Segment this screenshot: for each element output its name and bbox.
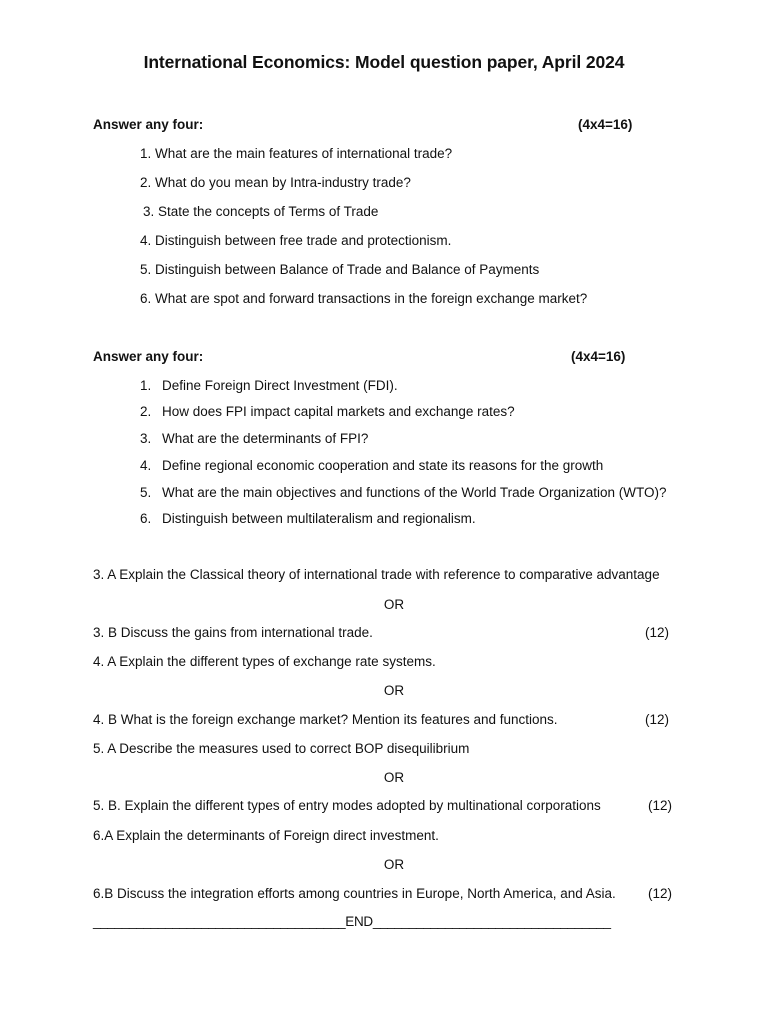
section2-question-4 xyxy=(140,458,603,473)
section1-heading: Answer any four: xyxy=(93,117,204,132)
question-number: 5. xyxy=(140,485,152,500)
question-6b-marks: (12) xyxy=(648,886,673,901)
question-number: 2. xyxy=(140,404,152,419)
section1-question-3: 3. State the concepts of Terms of Trade xyxy=(143,204,379,219)
question-text: What are the main objectives and functions of the World Trade Organization (WTO)? xyxy=(162,485,667,500)
question-3b: 3. B Discuss the gains from international trade. xyxy=(93,625,373,640)
question-3b-marks: (12) xyxy=(645,625,670,640)
question-text: What are the determinants of FPI? xyxy=(162,431,369,446)
question-6a: 6.A Explain the determinants of Foreign direct investment. xyxy=(93,828,439,843)
section2-question-6 xyxy=(140,511,476,526)
or-divider: OR xyxy=(383,770,405,785)
section2-question-5 xyxy=(140,485,667,500)
question-5a: 5. A Describe the measures used to correct BOP disequilibrium xyxy=(93,741,470,756)
section2-question-3 xyxy=(140,431,368,446)
question-3a: 3. A Explain the Classical theory of international trade with reference to comparative advantage xyxy=(93,567,660,582)
end-line: ___________________________________END_________________________________ xyxy=(93,914,611,929)
or-divider: OR xyxy=(383,683,405,698)
question-number: 1. xyxy=(140,378,152,393)
question-number: 6. xyxy=(140,511,152,526)
question-text: Define Foreign Direct Investment (FDI). xyxy=(162,378,398,393)
question-4a: 4. A Explain the different types of exchange rate systems. xyxy=(93,654,436,669)
question-text: Distinguish between multilateralism and regionalism. xyxy=(162,511,476,526)
section2-heading: Answer any four: xyxy=(93,349,204,364)
section1-question-4: 4. Distinguish between free trade and protectionism. xyxy=(140,233,452,248)
section1-question-6: 6. What are spot and forward transactions in the foreign exchange market? xyxy=(140,291,588,306)
or-divider: OR xyxy=(383,597,405,612)
section2-question-2 xyxy=(140,404,515,419)
question-text: How does FPI impact capital markets and exchange rates? xyxy=(162,404,515,419)
section1-question-1: 1. What are the main features of international trade? xyxy=(140,146,453,161)
section1-question-5: 5. Distinguish between Balance of Trade and Balance of Payments xyxy=(140,262,540,277)
question-number: 4. xyxy=(140,458,152,473)
section1-question-2: 2. What do you mean by Intra-industry trade? xyxy=(140,175,411,190)
question-4b: 4. B What is the foreign exchange market? Mention its features and functions. xyxy=(93,712,558,727)
question-text: Define regional economic cooperation and state its reasons for the growth xyxy=(162,458,604,473)
question-5b: 5. B. Explain the different types of entry modes adopted by multinational corporations xyxy=(93,798,601,813)
section2-marks: (4x4=16) xyxy=(571,349,626,364)
page-title: International Economics: Model question paper, April 2024 xyxy=(143,52,625,72)
question-4b-marks: (12) xyxy=(645,712,670,727)
section1-marks: (4x4=16) xyxy=(578,117,633,132)
question-5b-marks: (12) xyxy=(648,798,673,813)
question-number: 3. xyxy=(140,431,152,446)
section2-question-1 xyxy=(140,378,398,393)
or-divider: OR xyxy=(383,857,405,872)
question-6b: 6.B Discuss the integration efforts among countries in Europe, North America, and Asia. xyxy=(93,886,616,901)
